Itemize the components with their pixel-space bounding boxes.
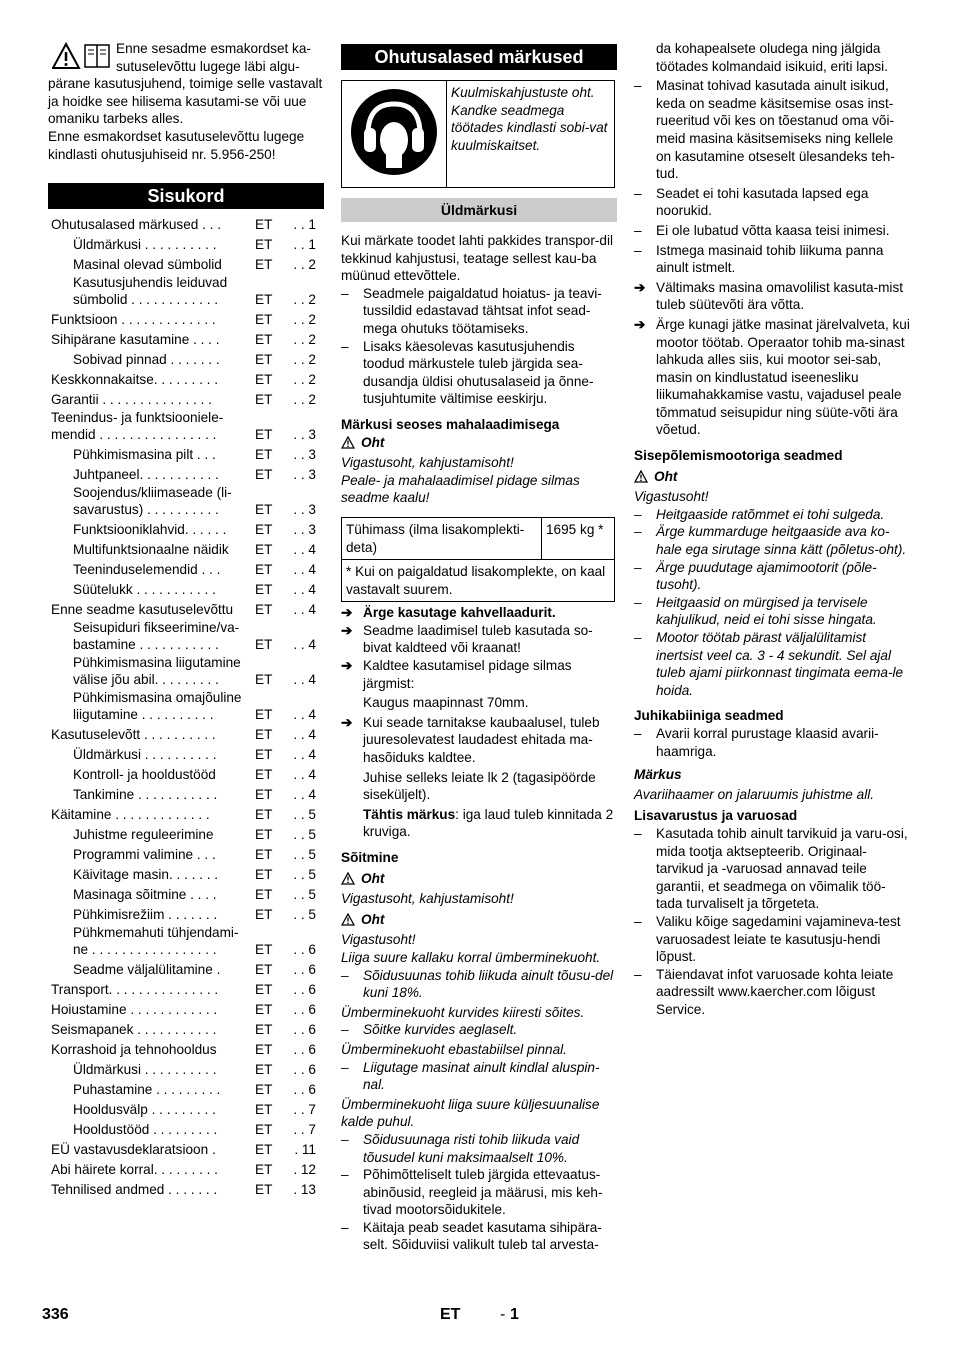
ice-item: Mootor töötab pärast väljalülitamist inertsist veel ca. 3 - 4 sekundit. Sel ajal tuleb ajami piirkonnast tingimata eema-le hoida. — [656, 630, 904, 698]
ramp-warning-1: Vigastusoht, kahjustamisoht! — [341, 455, 514, 471]
toc-entry-language: ET — [255, 1081, 273, 1097]
dash-bullet: – — [341, 1059, 349, 1075]
toc-entry-language: ET — [255, 561, 273, 577]
accessories-item: Täiendavat infot varuosade kohta leiate aadressilt www.kaercher.com lõigust Service. — [656, 966, 894, 1017]
note-text: Avariihaamer on jalaruumis juhistme all. — [634, 786, 875, 802]
toc-entry-title: Pühkimisrežiim . . . . . . . — [73, 907, 218, 923]
ramp-instructions — [341, 604, 617, 841]
toc-entry-language: ET — [255, 426, 273, 442]
toc-entry[interactable] — [48, 580, 324, 600]
toc-entry[interactable] — [48, 745, 324, 765]
dash-bullet: – — [341, 285, 349, 301]
general-paragraph: Kui märkate toodet lahti pakkides transpor-dil tekkinud kahjustusi, teatage sellest kau-ba müünud ettevõttele. — [341, 233, 614, 284]
toc-entry-page: . . 1 — [293, 216, 316, 232]
footer-language: ET — [440, 1306, 461, 1323]
ramp-warning-2: Peale- ja mahalaadimisel pidage silmas seadme kaalu! — [341, 472, 580, 506]
arrow-icon: ➔ — [341, 658, 353, 674]
toc-entry-title: Teenindus- ja funktsiooniele-mendid . . . . . . . . . . . . . . . . — [51, 410, 224, 443]
dash-bullet: – — [634, 559, 642, 575]
toc-entry-language: ET — [255, 581, 273, 597]
toc-entry-language: ET — [255, 216, 273, 232]
toc-entry-title: Enne seadme kasutuselevõttu — [51, 602, 234, 618]
warning-icon — [341, 872, 355, 885]
toc-entry-title: Funktsiooniklahvid. . . . . . — [73, 522, 227, 538]
drive-warning: Ümberminekuoht ebastabiilsel pinnal. — [341, 1041, 567, 1057]
weight-value: 1695 kg * — [542, 517, 615, 559]
drive-title: Sõitmine — [341, 850, 399, 865]
toc-entry-language: ET — [255, 866, 273, 882]
instruction: Ärge kasutage kahvellaadurit. — [363, 605, 556, 621]
ice-item: Ärge puudutage ajamimootorit (põle-tusoht). — [656, 559, 877, 593]
general-item: Seadmele paigaldatud hoiatus- ja teavi-tussildid edastavad tähtsat infot sead-mega ohutuks töötamiseks. — [363, 285, 602, 336]
dash-bullet: – — [341, 338, 349, 354]
toc-entry-page: . . 2 — [293, 256, 316, 272]
ice-item: Ärge kummarduge heitgaaside ava ko-hale ega sirutage sinna kätt (põletus-oht). — [656, 524, 907, 558]
toc-entry-title: Hooldusvälp . . . . . . . . . — [73, 1102, 216, 1118]
toc-entry-language: ET — [255, 446, 273, 462]
accessories-title: Lisavarustus ja varuosad — [634, 808, 798, 824]
ear-protection-icon — [350, 88, 438, 176]
toc-entry-page: . . 6 — [293, 961, 316, 977]
toc-entry-page: . . 2 — [293, 291, 316, 307]
accessories-item: Kasutada tohib ainult tarvikuid ja varu-osi, mida tootja aktsepteerib. Originaal-tarvikud ja -varuosad annavad teile garantii, et seadmega on võimalik töö-tada turvaliselt ja tõrgeteta. — [656, 825, 908, 912]
intro-rest: pärane kasutusjuhend, toimige selle vastavalt ja hoidke see hilisema kasutami-se või uue omaniku tarbeks alles. — [48, 76, 323, 127]
toc-entry[interactable] — [48, 410, 324, 445]
instruction: Kaldtee kasutamisel pidage silmas järgmist: — [363, 658, 572, 691]
dash-bullet: – — [341, 1022, 349, 1038]
toc-entry-language: ET — [255, 1141, 273, 1157]
toc-entry-page: . . 4 — [293, 636, 316, 652]
rule-item: Istmega masinaid tohib liikuma panna ainult istmelt. — [656, 242, 884, 276]
toc-entry-title: Seismapanek . . . . . . . . . . . — [51, 1022, 217, 1038]
toc-entry-title: Pühkimismasina liigutamine välise jõu abil. . . . . . . . . — [73, 655, 241, 688]
toc-entry[interactable] — [48, 1100, 324, 1120]
toc-entry-title: Kontroll- ja hooldustööd — [73, 767, 216, 783]
toc-entry-title: Masinal olevad sümbolid — [73, 257, 222, 273]
toc-entry[interactable] — [48, 350, 324, 370]
danger-text: Oht — [361, 434, 385, 450]
toc-entry-language: ET — [255, 806, 273, 822]
toc-entry-language: ET — [255, 521, 273, 537]
toc-entry-page: . . 4 — [293, 746, 316, 762]
drive-warning: Vigastusoht, kahjustamisoht! — [341, 891, 514, 907]
toc-entry[interactable] — [48, 960, 324, 980]
rule-instruction: Vältimaks masina omavolilist kasuta-mist tuleb süütevõti ära võtta. — [656, 279, 904, 313]
dash-bullet: – — [634, 78, 642, 94]
dash-bullet: – — [634, 913, 642, 929]
toc-entry-title: Keskkonnakaitse. . . . . . . . . — [51, 372, 218, 388]
toc-entry-language: ET — [255, 1121, 273, 1137]
hearing-warning-box — [341, 80, 615, 188]
drive-item: Sõidusuunas tohib liikuda ainult tõusu-del kuni 18%. — [363, 967, 614, 1001]
toc-entry-title: Pühkimismasina pilt . . . — [73, 447, 216, 463]
dash-bullet: – — [341, 1131, 349, 1147]
toc-entry-page: . . 4 — [293, 541, 316, 557]
drive-item: Sõidusuunaga risti tohib liikuda vaid tõusudel kuni maksimaalselt 10%. — [363, 1131, 580, 1165]
weight-table — [341, 517, 615, 602]
rule-item: Ei ole lubatud võtta kaasa teisi inimesi. — [656, 222, 890, 238]
toc-entry-title: Üldmärkusi . . . . . . . . . . — [73, 1062, 217, 1078]
drive-item: Käitaja peab seadet kasutama sihipära-selt. Sõiduviisi valikult tuleb tal arvesta- — [363, 1219, 602, 1253]
toc-entry-page: . . 1 — [293, 236, 316, 252]
toc-entry-page: . . 4 — [293, 786, 316, 802]
warning-manual-icon — [52, 42, 114, 70]
toc-entry-title: Sobivad pinnad . . . . . . . — [73, 352, 220, 368]
toc-entry[interactable] — [48, 390, 324, 410]
toc-entry-language: ET — [255, 236, 273, 252]
toc-title: Sisukord — [48, 183, 324, 209]
toc-entry-language: ET — [255, 501, 273, 517]
dash-bullet: – — [634, 594, 642, 610]
dash-bullet: – — [634, 825, 642, 841]
warning-icon — [341, 913, 355, 926]
toc-entry-title: Masinaga sõitmine . . . . — [73, 887, 217, 903]
dash-bullet: – — [634, 185, 642, 201]
toc-entry-title: Käitamine . . . . . . . . . . . . . — [51, 807, 210, 823]
toc-entry[interactable] — [48, 370, 324, 390]
instruction-detail: Juhise selleks leiate lk 2 (tagasipöörde siseküljelt). — [363, 769, 596, 803]
danger-text: Oht — [361, 911, 385, 927]
warning-icon — [634, 470, 648, 483]
toc-entry-page: . . 5 — [293, 826, 316, 842]
rule-instruction: Ärge kunagi jätke masinat järelvalveta, kui mootor töötab. Operaator tohib ma-sinast lahkuda alles siis, kui mootor sei-sab, masin on kindlustatud iseenesliku liikumahakkamise vastu, vajadusel peale tõmmatud seisupidur ning süüte-võti ära võetud. — [656, 316, 910, 438]
toc-entry-title: Süütelukk . . . . . . . . . . . — [73, 582, 216, 598]
column-3 — [634, 40, 910, 1018]
toc-entry-language: ET — [255, 466, 273, 482]
toc-entry-page: . . 5 — [293, 846, 316, 862]
dash-bullet: – — [341, 1219, 349, 1235]
toc-entry-page: . . 3 — [293, 466, 316, 482]
toc-entry-page: . . 4 — [293, 581, 316, 597]
dash-bullet: – — [634, 222, 642, 238]
toc-entry-language: ET — [255, 746, 273, 762]
toc-entry-language: ET — [255, 961, 273, 977]
toc-entry[interactable] — [48, 560, 324, 580]
toc-entry-page: . . 4 — [293, 766, 316, 782]
toc-entry[interactable] — [48, 1060, 324, 1080]
danger-text: Oht — [654, 468, 678, 484]
toc-entry[interactable] — [48, 785, 324, 805]
toc-entry-page: . . 6 — [293, 1061, 316, 1077]
toc-entry-title: Sihipärane kasutamine . . . . — [51, 332, 220, 348]
arrow-icon: ➔ — [634, 316, 646, 332]
hearing-warning-text: Kuulmiskahjustuste oht. Kandke seadmega töötades kindlasti sobi-vat kuulmiskaitset. — [447, 81, 615, 188]
instruction: Seadme laadimisel tuleb kasutada so-bivat kaldteed või kraanat! — [363, 622, 593, 656]
toc-entry-page: . . 5 — [293, 866, 316, 882]
toc-entry-language: ET — [255, 1101, 273, 1117]
toc-entry-page: . 12 — [293, 1161, 316, 1177]
general-section — [341, 232, 617, 408]
toc-entry-title: Tankimine . . . . . . . . . . . — [73, 787, 218, 803]
toc-entry[interactable] — [48, 765, 324, 785]
toc-entry-title: EÜ vastavusdeklaratsioon . — [51, 1142, 216, 1158]
safety-title: Ohutusalased märkused — [341, 44, 617, 70]
warning-icon — [341, 436, 355, 449]
drive-warning: Vigastusoht! — [341, 932, 416, 948]
toc-entry[interactable] — [48, 1040, 324, 1060]
toc-entry[interactable] — [48, 845, 324, 865]
toc-entry[interactable] — [48, 465, 324, 485]
toc-entry-title: Puhastamine . . . . . . . . . — [73, 1082, 221, 1098]
cab-title: Juhikabiiniga seadmed — [634, 708, 784, 724]
toc-entry[interactable] — [48, 1160, 324, 1180]
toc-entry-page: . . 2 — [293, 331, 316, 347]
toc-entry[interactable] — [48, 235, 324, 255]
arrow-icon: ➔ — [634, 279, 646, 295]
toc-entry-page: . . 6 — [293, 1021, 316, 1037]
toc-entry-language: ET — [255, 786, 273, 802]
toc-entry-language: ET — [255, 886, 273, 902]
instruction: Kui seade tarnitakse kaubaalusel, tuleb juuresolevatest laudadest ehitada ma-hasõiduks kaldtee. — [363, 714, 600, 766]
toc-entry[interactable] — [48, 725, 324, 745]
general-item: Lisaks käesolevas kasutusjuhendis toodud märkustele tuleb järgida sea-dusandja üldisi ohutusalaseid ja õnne-tusjuhtumite vältimise eeskirju. — [363, 338, 594, 407]
toc-entry[interactable] — [48, 540, 324, 560]
arrow-icon: ➔ — [341, 622, 353, 638]
ice-item: Heitgaasid on mürgised ja tervisele kahjulikud, neid ei tohi sisse hingata. — [656, 594, 877, 628]
toc-entry-page: . . 2 — [293, 351, 316, 367]
toc-entry-title: Abi häirete korral. . . . . . . . . — [51, 1162, 218, 1178]
toc-entry-language: ET — [255, 726, 273, 742]
cab-item: Avarii korral purustage klaasid avarii-haamriga. — [656, 725, 879, 759]
intro — [48, 40, 324, 163]
hearing-symbol-cell — [342, 81, 447, 188]
toc-entry-page: . . 5 — [293, 906, 316, 922]
toc-entry-language: ET — [255, 1001, 273, 1017]
toc-entry[interactable] — [48, 865, 324, 885]
important-text: : iga laud tuleb kinnitada 2 kruviga. — [363, 806, 614, 840]
toc-entry-page: . . 6 — [293, 1001, 316, 1017]
toc-entry[interactable] — [48, 980, 324, 1000]
toc-entry[interactable] — [48, 255, 324, 275]
toc-entry-title: Garantii . . . . . . . . . . . . . . . — [51, 392, 212, 408]
dash-bullet: – — [634, 524, 642, 540]
toc-entry-title: Multifunktsionaalne näidik — [73, 542, 229, 558]
toc-entry-title: Üldmärkusi . . . . . . . . . . — [73, 237, 217, 253]
dash-bullet: – — [634, 242, 642, 258]
toc-entry-page: . . 5 — [293, 886, 316, 902]
footer-separator: - — [500, 1306, 506, 1323]
toc-entry-language: ET — [255, 291, 273, 307]
ice-item: Heitgaaside ratõmmet ei tohi sulgeda. — [656, 506, 885, 522]
toc-entry[interactable] — [48, 275, 324, 310]
toc-entry-page: . . 4 — [293, 671, 316, 687]
toc-entry-language: ET — [255, 1061, 273, 1077]
dash-bullet: – — [341, 1167, 349, 1183]
toc-entry-language: ET — [255, 906, 273, 922]
toc-entry[interactable] — [48, 310, 324, 330]
toc-entry-title: Juhistme reguleerimine — [73, 827, 214, 843]
toc-entry-language: ET — [255, 671, 273, 687]
ramp-title: Märkusi seoses mahalaadimisega — [341, 416, 560, 432]
dash-bullet: – — [634, 506, 642, 522]
toc-entry-language: ET — [255, 981, 273, 997]
toc-entry-page: . . 4 — [293, 601, 316, 617]
intro-safety: Enne esmakordset kasutuselevõttu lugege kindlasti ohutusjuhiseid nr. 5.956-250! — [48, 128, 305, 162]
toc-entry-page: . . 3 — [293, 521, 316, 537]
toc-entry-title: Seadme väljalülitamine . — [73, 962, 221, 978]
toc-entry-title: Transport. . . . . . . . . . . . . . . — [51, 982, 219, 998]
toc-list — [48, 215, 324, 1200]
toc-entry-title: Hooldustööd . . . . . . . . . — [73, 1122, 218, 1138]
toc-entry-title: Seisupiduri fikseerimine/va-bastamine . . . . . . . . . . . — [73, 620, 240, 653]
danger-label — [634, 468, 910, 486]
arrow-icon: ➔ — [341, 714, 353, 730]
arrow-icon: ➔ — [341, 605, 353, 621]
toc-entry-language: ET — [255, 1021, 273, 1037]
toc-entry[interactable] — [48, 620, 324, 655]
toc-entry-title: Pühkmemahuti tühjendami-ne . . . . . . . . . . . . . . . . . — [73, 925, 239, 958]
toc-entry[interactable] — [48, 1080, 324, 1100]
toc-entry-title: Kasutuselevõtt . . . . . . . . . . — [51, 727, 216, 743]
toc-entry-page: . . 3 — [293, 501, 316, 517]
toc-entry[interactable] — [48, 215, 324, 235]
drive-warning: Ümberminekuoht liiga suure küljesuunalise kalde puhul. — [341, 1096, 600, 1130]
toc-entry-language: ET — [255, 256, 273, 272]
general-title: Üldmärkusi — [341, 198, 617, 222]
toc-entry-title: Juhtpaneel. . . . . . . . . . . — [73, 467, 219, 483]
toc-entry-language: ET — [255, 846, 273, 862]
dash-bullet: – — [634, 725, 642, 741]
dash-bullet: – — [634, 966, 642, 982]
toc-entry-title: Hoiustamine . . . . . . . . . . . . — [51, 1002, 218, 1018]
weight-label: Tühimass (ilma lisakomplekti-deta) — [342, 517, 542, 559]
toc-entry-language: ET — [255, 1041, 273, 1057]
toc-entry-page: . . 7 — [293, 1121, 316, 1137]
toc-entry-title: Pühkimismasina omajõuline liigutamine . . . . . . . . . . — [73, 690, 242, 723]
toc-entry-title: Ohutusalased märkused . . . — [51, 217, 222, 233]
dash-bullet: – — [341, 967, 349, 983]
rule-item: Masinat tohivad kasutada ainult isikud, keda on seadme käsitsemise osas inst-rueeritud või kes on tõestanud oma või-meid masina käsitsemiseks ning kellele on kasutamine otseselt ülesandeks teh-tud. — [656, 78, 895, 182]
continued-text: da kohapealsete oludega ning jälgida töötades kolmandaid isikuid, eriti lapsi. — [656, 41, 888, 74]
toc-entry-language: ET — [255, 311, 273, 327]
danger-text: Oht — [361, 870, 385, 886]
toc-entry-page: . 13 — [293, 1181, 316, 1197]
toc-entry[interactable] — [48, 330, 324, 350]
toc-entry-language: ET — [255, 331, 273, 347]
ice-title: Sisepõlemismootoriga seadmed — [634, 448, 843, 464]
column-1 — [48, 40, 324, 1200]
toc-entry-title: Funktsioon . . . . . . . . . . . . . — [51, 312, 216, 328]
toc-entry-page: . . 2 — [293, 311, 316, 327]
dash-bullet: – — [634, 630, 642, 645]
toc-entry-title: Teeninduselemendid . . . — [73, 562, 221, 578]
toc-entry-language: ET — [255, 601, 273, 617]
toc-entry[interactable] — [48, 1020, 324, 1040]
toc-entry-title: Soojendus/kliimaseade (li-savarustus) . . . . . . . . . . — [73, 485, 232, 518]
toc-entry-language: ET — [255, 391, 273, 407]
toc-entry-page: . 11 — [294, 1141, 316, 1157]
drive-item: Põhimõtteliselt tuleb järgida ettevaatus-abinõusid, reegleid ja määrusi, mis keh-tivad mootorsõidukitele. — [363, 1167, 603, 1218]
instruction-detail: Kaugus maapinnast 70mm. — [363, 695, 529, 711]
toc-entry[interactable] — [48, 485, 324, 520]
danger-label — [341, 870, 617, 888]
toc-entry-page: . . 6 — [293, 1081, 316, 1097]
toc-entry-page: . . 3 — [293, 426, 316, 442]
toc-entry-title: Tehnilised andmed . . . . . . . — [51, 1182, 218, 1198]
toc-entry-page: . . 4 — [293, 706, 316, 722]
toc-entry[interactable] — [48, 805, 324, 825]
toc-entry[interactable] — [48, 825, 324, 845]
column-2 — [341, 40, 617, 1254]
toc-entry-page: . . 6 — [293, 981, 316, 997]
weight-note: * Kui on paigaldatud lisakomplekte, on kaal vastavalt suurem. — [342, 560, 615, 602]
toc-entry[interactable] — [48, 655, 324, 690]
toc-entry-page: . . 6 — [293, 1041, 316, 1057]
important-note — [341, 806, 617, 841]
rule-item: Seadet ei tohi kasutada lapsed ega noorukid. — [656, 185, 869, 219]
toc-entry-page: . . 5 — [293, 806, 316, 822]
accessories-item: Valiku kõige sagedamini vajamineva-test varuosadest leiate te kasutusju-hendi lõpust. — [656, 913, 901, 965]
toc-entry-language: ET — [255, 1181, 273, 1197]
important-label: Tähtis märkus — [363, 806, 456, 822]
toc-entry-language: ET — [255, 541, 273, 557]
toc-entry-page: . . 2 — [293, 391, 316, 407]
toc-entry-language: ET — [255, 371, 273, 387]
toc-entry-title: Programmi valimine . . . — [73, 847, 216, 863]
drive-item: Sõitke kurvides aeglaselt. — [363, 1022, 518, 1038]
ice-warning: Vigastusoht! — [634, 489, 709, 505]
toc-entry[interactable] — [48, 445, 324, 465]
toc-entry-language: ET — [255, 706, 273, 722]
toc-entry-language: ET — [255, 351, 273, 367]
drive-item: Liigutage masinat ainult kindlal aluspin-nal. — [363, 1059, 600, 1093]
toc-entry-page: . . 4 — [293, 561, 316, 577]
toc-entry-page: . . 6 — [293, 941, 316, 957]
danger-label — [341, 434, 617, 452]
toc-entry-title: Üldmärkusi . . . . . . . . . . — [73, 747, 217, 763]
toc-entry-language: ET — [255, 941, 273, 957]
toc-entry-title: Korrashoid ja tehnohooldus — [51, 1042, 217, 1058]
page-number: 336 — [42, 1306, 69, 1323]
toc-entry-page: . . 4 — [293, 726, 316, 742]
toc-entry-page: . . 3 — [293, 446, 316, 462]
toc-entry-page: . . 7 — [293, 1101, 316, 1117]
intro-line1: Enne sesadme esmakordset ka- — [116, 41, 311, 56]
toc-entry-title: Käivitage masin. . . . . . . — [73, 867, 219, 883]
drive-warning: Ümberminekuoht kurvides kiiresti sõites. — [341, 1004, 585, 1020]
toc-entry[interactable] — [48, 1120, 324, 1140]
toc-entry[interactable] — [48, 600, 324, 620]
toc-entry-language: ET — [255, 636, 273, 652]
intro-line2: sutuselevõttu lugege läbi algu- — [116, 58, 300, 74]
toc-entry-page: . . 2 — [293, 371, 316, 387]
danger-label — [341, 911, 617, 929]
toc-entry[interactable] — [48, 1180, 324, 1200]
toc-entry-language: ET — [255, 766, 273, 782]
toc-entry[interactable] — [48, 885, 324, 905]
toc-entry[interactable] — [48, 925, 324, 960]
note-title: Märkus — [634, 767, 682, 783]
toc-entry[interactable] — [48, 1000, 324, 1020]
toc-entry-title: Kasutusjuhendis leiduvad sümbolid . . . . . . . . . . . . — [73, 275, 228, 308]
toc-entry[interactable] — [48, 905, 324, 925]
drive-warning: Liiga suure kallaku korral ümberminekuoht. — [341, 949, 601, 965]
toc-entry-language: ET — [255, 1161, 273, 1177]
toc-entry[interactable] — [48, 690, 324, 725]
footer-section-number: 1 — [510, 1306, 519, 1323]
toc-entry[interactable] — [48, 1140, 324, 1160]
toc-entry-language: ET — [255, 826, 273, 842]
toc-entry[interactable] — [48, 520, 324, 540]
